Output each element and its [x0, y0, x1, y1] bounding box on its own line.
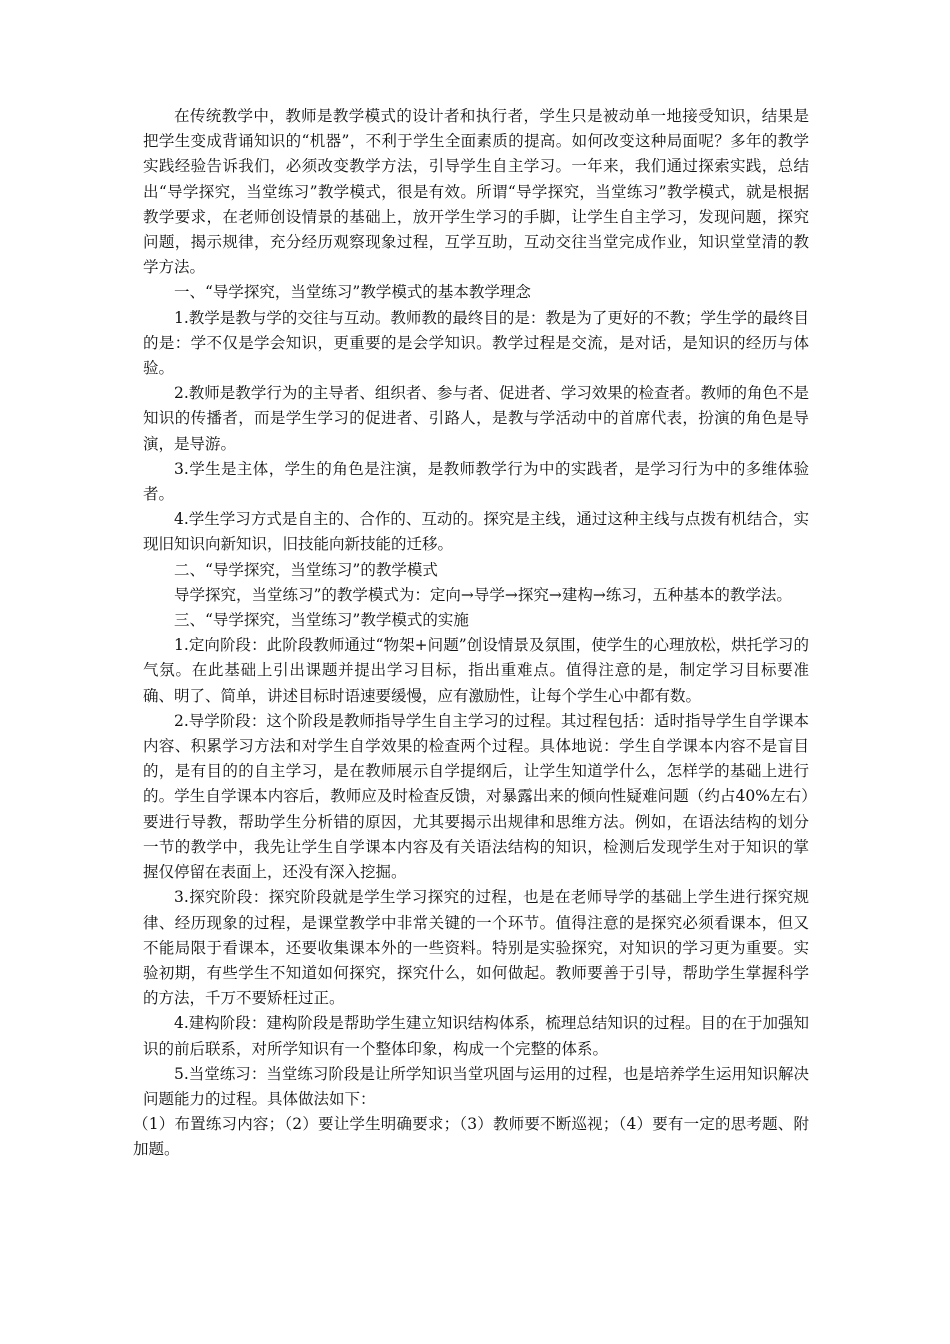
document-page	[133, 104, 809, 1163]
section1-item-1: 1.教学是教与学的交往与互动。教师教的最终目的是：教是为了更好的不教；学生学的最终目的是：学不仅是学会知识，更重要的是会学知识。教学过程是交流，是对话，是知识的经历与体验。	[143, 308, 809, 378]
section2-heading: 二、“导学探究，当堂练习”的教学模式	[174, 560, 438, 579]
section3-item-3: 3.探究阶段：探究阶段就是学生学习探究的过程，也是在老师导学的基础上学生进行探究规律、经历现象的过程，是课堂教学中非常关键的一个环节。值得注意的是探究必须看课本，但又不能局限于看课本，还要收集课本外的一些资料。特别是实验探究，对知识的学习更为重要。实验初期，有些学生不知道如何探究，探究什么，如何做起。教师要善于引导，帮助学生掌握科学的方法，千万不要矫枉过正。	[143, 888, 809, 1008]
section3-heading: 三、“导学探究，当堂练习”教学模式的实施	[174, 611, 469, 630]
section3-item-5: 5.当堂练习：当堂练习阶段是让所学知识当堂巩固与运用的过程，也是培养学生运用知识解决问题能力的过程。具体做法如下：	[143, 1064, 809, 1108]
section2-body: 导学探究，当堂练习”的教学模式为：定向→导学→探究→建构→练习，五种基本的教学法。	[174, 585, 792, 604]
intro-paragraph: 在传统教学中，教师是教学模式的设计者和执行者，学生只是被动单一地接受知识，结果是把学生变成背诵知识的“机器”，不利于学生全面素质的提高。如何改变这种局面呢？多年的教学实践经验告诉我们，必须改变教学方法，引导学生自主学习。一年来，我们通过探索实践，总结出“导学探究，当堂练习”教学模式，很是有效。所谓“导学探究，当堂练习”教学模式，就是根据教学要求，在老师创设情景的基础上，放开学生学习的手脚，让学生自主学习，发现问题，探究问题，揭示规律，充分经历观察现象过程，互学互助，互动交往当堂完成作业，知识堂堂清的教学方法。	[143, 107, 809, 277]
section1-heading: 一、“导学探究，当堂练习”教学模式的基本教学理念	[174, 283, 531, 302]
section1-item-3: 3.学生是主体，学生的角色是注演，是教师教学行为中的实践者，是学习行为中的多维体验者。	[143, 459, 809, 504]
section1-item-4: 4.学生学习方式是自主的、合作的、互动的。探究是主线，通过这种主线与点拨有机结合，实现旧知识向新知识，旧技能向新技能的迁移。	[143, 510, 809, 554]
section3-item-2: 2.导学阶段：这个阶段是教师指导学生自主学习的过程。其过程包括：适时指导学生自学课本内容、积累学习方法和对学生自学效果的检查两个过程。具体地说：学生自学课本内容不是盲目的，是有目的的自主学习，是在教师展示自学提纲后，让学生知道学什么，怎样学的基础上进行的。学生自学课本内容后，教师应及时检查反馈，对暴露出来的倾向性疑难问题（约占40%左右）要进行导教，帮助学生分析错的原因，尤其要揭示出规律和思维方法。例如，在语法结构的划分一节的教学中，我先让学生自学课本内容及有关语法结构的知识，检测后发现学生对于知识的掌握仅停留在表面上，还没有深入挖掘。	[143, 711, 809, 882]
section1-item-2: 2.教师是教学行为的主导者、组织者、参与者、促进者、学习效果的检查者。教师的角色不是知识的传播者，而是学生学习的促进者、引路人，是教与学活动中的首席代表，扮演的角色是导演，是导游。	[143, 384, 809, 453]
practice-list: （1）布置练习内容；（2）要让学生明确要求；（3）教师要不断巡视；（4）要有一定的思考题、附加题。	[133, 1115, 809, 1159]
section3-item-1: 1.定向阶段：此阶段教师通过“物架+问题”创设情景及氛围，使学生的心理放松，烘托学习的气氛。在此基础上引出课题并提出学习目标，指出重难点。值得注意的是，制定学习目标要准确、明了、简单，讲述目标时语速要缓慢，应有激励性，让每个学生心中都有数。	[143, 636, 809, 705]
section3-item-4: 4.建构阶段：建构阶段是帮助学生建立知识结构体系，梳理总结知识的过程。目的在于加强知识的前后联系，对所学知识有一个整体印象，构成一个完整的体系。	[143, 1014, 809, 1058]
